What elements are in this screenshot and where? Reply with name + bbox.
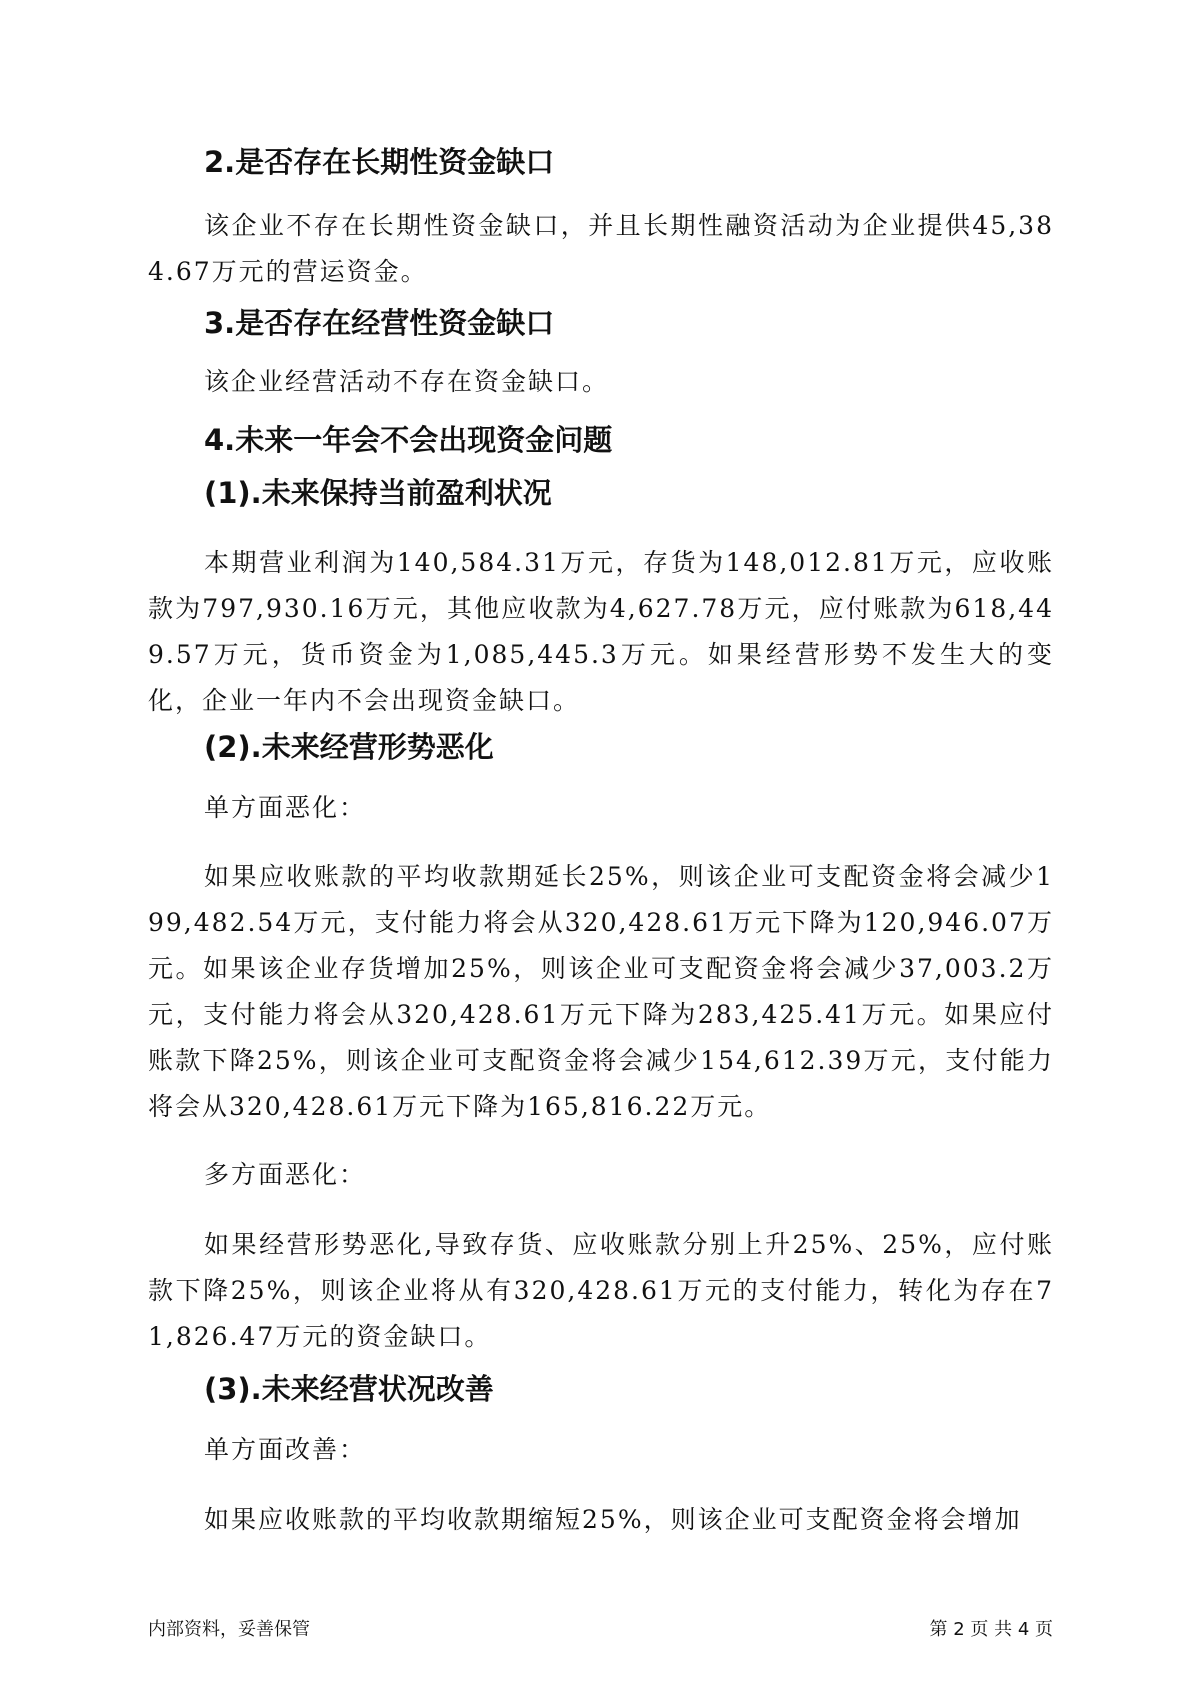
label-multi-worsen: 多方面恶化： <box>204 1160 367 1189</box>
paragraph-single-worsen: 如果应收账款的平均收款期延长25%，则该企业可支配资金将会减少199,482.54万元，支付能力将会从320,428.61万元下降为120,946.07万元。如果该企业存货增加25%，则该企业可支配资金将会减少37,003.2万元，支付能力将会从320,428.61万元下降为283,425.41万元。如果应付账款下降25%，则该企业可支配资金将会减少154,612.39万元，支付能力将会从320,428.61万元下降为165,816.22万元。 <box>148 862 1054 1121</box>
paragraph-keep-current: 本期营业利润为140,584.31万元，存货为148,012.81万元，应收账款为797,930.16万元，其他应收款为4,627.78万元，应付账款为618,449.57万元，货币资金为1,085,445.3万元。如果经营形势不发生大的变化，企业一年内不会出现资金缺口。 <box>148 548 1054 715</box>
heading-next-year: 4.未来一年会不会出现资金问题 <box>204 423 613 457</box>
footer-page-number: 第 2 页 共 4 页 <box>929 1619 1053 1640</box>
label-single-worsen: 单方面恶化： <box>204 793 367 822</box>
heading-long-term-gap: 2.是否存在长期性资金缺口 <box>204 145 555 179</box>
heading-keep-current: (1).未来保持当前盈利状况 <box>204 476 552 510</box>
heading-operating-gap: 3.是否存在经营性资金缺口 <box>204 306 555 340</box>
heading-improve: (3).未来经营状况改善 <box>204 1372 494 1406</box>
paragraph-operating-gap: 该企业经营活动不存在资金缺口。 <box>204 367 610 396</box>
heading-worsen: (2).未来经营形势恶化 <box>204 730 494 764</box>
footer-confidential-note: 内部资料，妥善保管 <box>148 1619 310 1640</box>
paragraph-single-improve: 如果应收账款的平均收款期缩短25%，则该企业可支配资金将会增加 <box>204 1505 1022 1534</box>
paragraph-multi-worsen: 如果经营形势恶化,导致存货、应收账款分别上升25%、25%，应付账款下降25%，则该企业将从有320,428.61万元的支付能力，转化为存在71,826.47万元的资金缺口。 <box>148 1230 1054 1351</box>
label-single-improve: 单方面改善： <box>204 1435 367 1464</box>
paragraph-long-term-gap: 该企业不存在长期性资金缺口，并且长期性融资活动为企业提供45,384.67万元的营运资金。 <box>148 211 1054 286</box>
